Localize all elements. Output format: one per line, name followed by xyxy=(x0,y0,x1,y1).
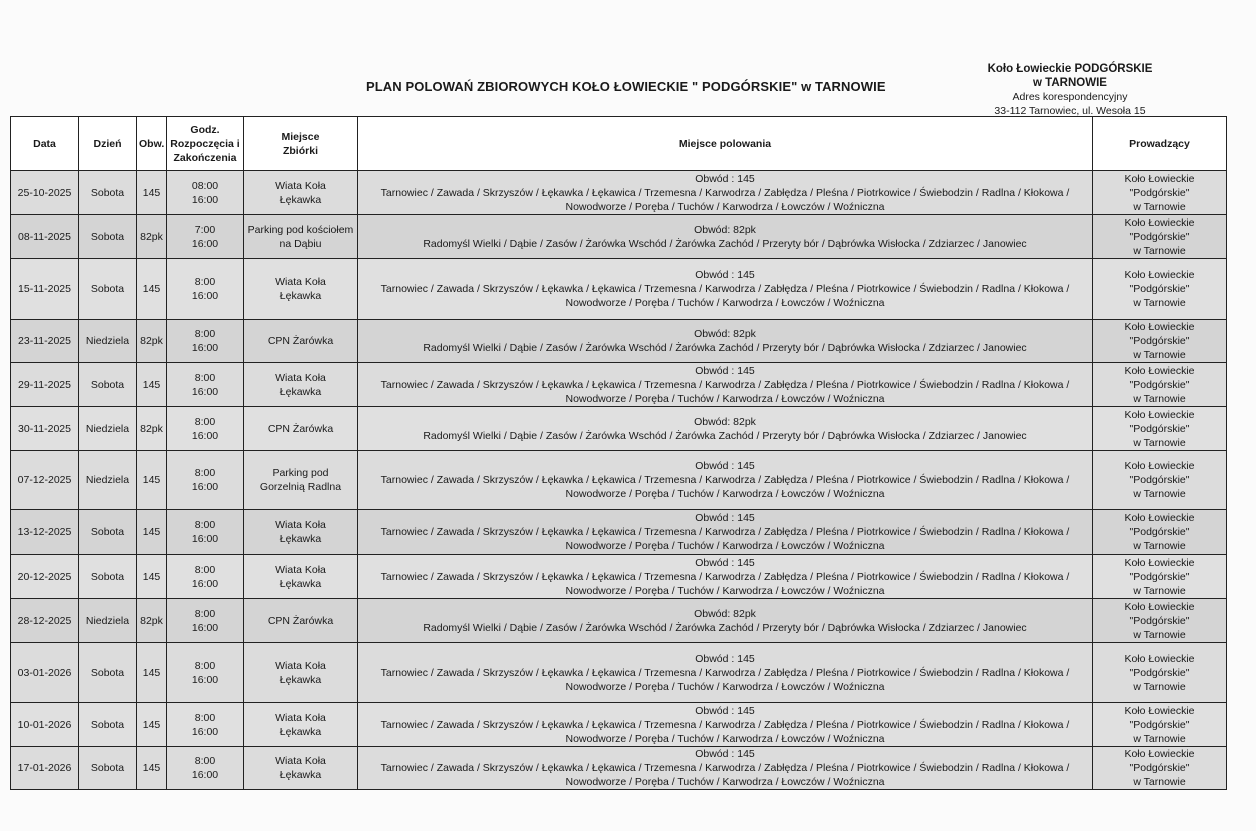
leader-line3: w Tarnowie xyxy=(1133,392,1186,405)
table-row xyxy=(11,510,1227,555)
start-time: 8:00 xyxy=(194,328,216,340)
area-line1: Radomyśl Wielki / Dąbie / Zasów / Żarówka Wschód / Żarówka Zachód / Przeryty bór / Dąbrówka Wisłocka / Zdziarzec / Janowiec xyxy=(423,429,1027,442)
cell-hunt-area xyxy=(358,215,1093,259)
meeting-place-line1: Parking pod xyxy=(272,467,329,479)
cell-district: 145 xyxy=(137,747,167,790)
leader-line3: w Tarnowie xyxy=(1133,680,1186,693)
cell-hours xyxy=(167,363,244,407)
leader-line2: "Podgórskie" xyxy=(1129,614,1190,627)
area-district-title: Obwód : 145 xyxy=(695,460,755,472)
meeting-place-line1: CPN Żarówka xyxy=(267,335,334,347)
start-time: 8:00 xyxy=(194,659,216,672)
cell-meeting-place xyxy=(244,215,358,259)
cell-hours xyxy=(167,259,244,320)
meeting-place-line1: CPN Żarówka xyxy=(267,614,334,627)
area-district-title: Obwód: 82pk xyxy=(694,223,756,236)
table-row xyxy=(11,215,1227,259)
cell-hours xyxy=(167,407,244,451)
org-address: 33-112 Tarnowiec, ul. Wesoła 15 xyxy=(994,105,1146,117)
cell-meeting-place xyxy=(244,555,358,599)
header-district: Obw. xyxy=(137,117,167,171)
leader-line1: Koło Łowieckie xyxy=(1124,652,1195,665)
meeting-place-line1: Wiata Koła xyxy=(275,563,326,576)
table-row xyxy=(11,747,1227,790)
table-row xyxy=(11,320,1227,363)
area-line2: Nowodworze / Poręba / Tuchów / Karwodrza / Łowczów / Woźniczna xyxy=(565,680,885,693)
header-meeting-place xyxy=(244,117,358,171)
header-hours-line2: Rozpoczęcia i xyxy=(170,137,240,150)
cell-day: Sobota xyxy=(79,171,137,215)
header-meeting-line1: Miejsce xyxy=(281,130,320,143)
header-day: Dzień xyxy=(79,117,137,171)
cell-hours xyxy=(167,555,244,599)
leader-line2: "Podgórskie" xyxy=(1129,762,1190,774)
start-time: 8:00 xyxy=(194,607,216,620)
leader-line2: "Podgórskie" xyxy=(1129,422,1190,435)
leader-line1: Koło Łowieckie xyxy=(1124,748,1195,760)
cell-day: Sobota xyxy=(79,643,137,703)
org-name-line2: w TARNOWIE xyxy=(1033,77,1107,89)
leader-line2: "Podgórskie" xyxy=(1129,526,1190,538)
start-time: 8:00 xyxy=(194,276,216,288)
cell-leader xyxy=(1093,363,1227,407)
end-time: 16:00 xyxy=(191,237,219,250)
start-time: 8:00 xyxy=(194,415,216,428)
leader-line3: w Tarnowie xyxy=(1133,297,1186,309)
leader-line1: Koło Łowieckie xyxy=(1124,321,1195,333)
area-line1: Radomyśl Wielki / Dąbie / Zasów / Żarówka Wschód / Żarówka Zachód / Przeryty bór / Dąbrówka Wisłocka / Zdziarzec / Janowiec xyxy=(423,621,1027,634)
cell-meeting-place xyxy=(244,171,358,215)
cell-leader xyxy=(1093,320,1227,363)
cell-district: 82pk xyxy=(137,407,167,451)
start-time: 8:00 xyxy=(194,519,216,531)
meeting-place-line2: na Dąbiu xyxy=(279,237,322,250)
end-time: 16:00 xyxy=(191,673,219,686)
area-district-title: Obwód : 145 xyxy=(695,652,755,665)
table-header-row xyxy=(11,117,1227,171)
area-district-title: Obwód : 145 xyxy=(695,364,755,377)
table-row xyxy=(11,171,1227,215)
area-line2: Nowodworze / Poręba / Tuchów / Karwodrza / Łowczów / Woźniczna xyxy=(565,297,885,309)
cell-date: 10-01-2026 xyxy=(11,703,79,747)
header-hunt-place: Miejsce polowania xyxy=(358,117,1093,171)
cell-leader xyxy=(1093,599,1227,643)
cell-day: Niedziela xyxy=(79,599,137,643)
area-district-title: Obwód : 145 xyxy=(695,269,755,281)
meeting-place-line2: Łękawka xyxy=(279,725,322,738)
start-time: 8:00 xyxy=(194,467,216,479)
leader-line3: w Tarnowie xyxy=(1133,488,1186,500)
cell-day: Niedziela xyxy=(79,320,137,363)
end-time: 16:00 xyxy=(191,577,219,590)
area-district-title: Obwód: 82pk xyxy=(694,607,756,620)
cell-leader xyxy=(1093,171,1227,215)
end-time: 16:00 xyxy=(191,385,219,398)
cell-district: 82pk xyxy=(137,215,167,259)
leader-line2: "Podgórskie" xyxy=(1129,474,1190,486)
cell-hours xyxy=(167,215,244,259)
meeting-place-line2: Łękawka xyxy=(279,385,322,398)
meeting-place-line2: Łękawka xyxy=(279,769,322,781)
cell-meeting-place xyxy=(244,599,358,643)
meeting-place-line1: Wiata Koła xyxy=(275,755,326,767)
cell-leader xyxy=(1093,747,1227,790)
meeting-place-line1: Wiata Koła xyxy=(275,659,326,672)
cell-hunt-area xyxy=(358,171,1093,215)
cell-meeting-place xyxy=(244,320,358,363)
cell-day: Sobota xyxy=(79,259,137,320)
leader-line2: "Podgórskie" xyxy=(1129,718,1190,731)
table-row xyxy=(11,363,1227,407)
leader-line1: Koło Łowieckie xyxy=(1124,460,1195,472)
end-time: 16:00 xyxy=(191,621,219,634)
start-time: 8:00 xyxy=(194,711,216,724)
cell-meeting-place xyxy=(244,510,358,555)
meeting-place-line2: Łękawka xyxy=(279,533,322,545)
cell-date: 15-11-2025 xyxy=(11,259,79,320)
area-line2: Nowodworze / Poręba / Tuchów / Karwodrza / Łowczów / Woźniczna xyxy=(565,540,885,552)
area-line2: Nowodworze / Poręba / Tuchów / Karwodrza / Łowczów / Woźniczna xyxy=(565,488,885,500)
table-body xyxy=(11,171,1227,790)
meeting-place-line2: Gorzelnią Radlna xyxy=(259,481,342,493)
start-time: 8:00 xyxy=(194,371,216,384)
cell-date: 08-11-2025 xyxy=(11,215,79,259)
area-line2: Nowodworze / Poręba / Tuchów / Karwodrza / Łowczów / Woźniczna xyxy=(565,392,885,405)
cell-meeting-place xyxy=(244,643,358,703)
cell-district: 145 xyxy=(137,259,167,320)
area-line1: Tarnowiec / Zawada / Skrzyszów / Łękawka / Łękawica / Trzemesna / Karwodrza / Zabłędza / Pleśna / Piotrkowice / Świebodzin / Radlna / Kłokowa / xyxy=(380,718,1070,731)
area-line1: Tarnowiec / Zawada / Skrzyszów / Łękawka / Łękawica / Trzemesna / Karwodrza / Zabłędza / Pleśna / Piotrkowice / Świebodzin / Radlna / Kłokowa / xyxy=(380,666,1070,679)
meeting-place-line1: Wiata Koła xyxy=(275,519,326,531)
leader-line3: w Tarnowie xyxy=(1133,776,1186,788)
cell-leader xyxy=(1093,407,1227,451)
cell-hunt-area xyxy=(358,363,1093,407)
cell-district: 145 xyxy=(137,451,167,510)
cell-day: Sobota xyxy=(79,747,137,790)
cell-meeting-place xyxy=(244,259,358,320)
leader-line2: "Podgórskie" xyxy=(1129,666,1190,679)
area-district-title: Obwód: 82pk xyxy=(694,328,756,340)
cell-day: Niedziela xyxy=(79,407,137,451)
start-time: 8:00 xyxy=(194,563,216,576)
leader-line3: w Tarnowie xyxy=(1133,244,1186,257)
area-line1: Tarnowiec / Zawada / Skrzyszów / Łękawka / Łękawica / Trzemesna / Karwodrza / Zabłędza / Pleśna / Piotrkowice / Świebodzin / Radlna / Kłokowa / xyxy=(380,526,1070,538)
leader-line1: Koło Łowieckie xyxy=(1124,364,1195,377)
area-district-title: Obwód : 145 xyxy=(695,172,755,185)
header-hours xyxy=(167,117,244,171)
cell-meeting-place xyxy=(244,703,358,747)
meeting-place-line2: Łękawka xyxy=(279,193,322,206)
cell-district: 145 xyxy=(137,703,167,747)
cell-leader xyxy=(1093,703,1227,747)
cell-leader xyxy=(1093,451,1227,510)
cell-date: 23-11-2025 xyxy=(11,320,79,363)
leader-line1: Koło Łowieckie xyxy=(1124,600,1195,613)
cell-day: Sobota xyxy=(79,363,137,407)
leader-line2: "Podgórskie" xyxy=(1129,378,1190,391)
end-time: 16:00 xyxy=(191,290,219,302)
meeting-place-line1: CPN Żarówka xyxy=(267,422,334,435)
cell-day: Sobota xyxy=(79,215,137,259)
end-time: 16:00 xyxy=(191,725,219,738)
start-time: 7:00 xyxy=(194,223,216,236)
cell-district: 82pk xyxy=(137,320,167,363)
leader-line1: Koło Łowieckie xyxy=(1124,269,1195,281)
table-row xyxy=(11,703,1227,747)
area-district-title: Obwód : 145 xyxy=(695,556,755,569)
cell-hunt-area xyxy=(358,510,1093,555)
leader-line1: Koło Łowieckie xyxy=(1124,704,1195,717)
cell-date: 17-01-2026 xyxy=(11,747,79,790)
cell-hunt-area xyxy=(358,703,1093,747)
end-time: 16:00 xyxy=(191,481,219,493)
area-line1: Tarnowiec / Zawada / Skrzyszów / Łękawka / Łękawica / Trzemesna / Karwodrza / Zabłędza / Pleśna / Piotrkowice / Świebodzin / Radlna / Kłokowa / xyxy=(380,378,1070,391)
leader-line3: w Tarnowie xyxy=(1133,540,1186,552)
meeting-place-line1: Wiata Koła xyxy=(275,371,326,384)
meeting-place-line1: Wiata Koła xyxy=(275,711,326,724)
cell-district: 82pk xyxy=(137,599,167,643)
cell-meeting-place xyxy=(244,363,358,407)
cell-leader xyxy=(1093,643,1227,703)
cell-leader xyxy=(1093,555,1227,599)
leader-line3: w Tarnowie xyxy=(1133,200,1186,213)
cell-hours xyxy=(167,599,244,643)
header-hours-line3: Zakończenia xyxy=(173,151,237,164)
start-time: 8:00 xyxy=(194,755,216,767)
table-row xyxy=(11,555,1227,599)
leader-line2: "Podgórskie" xyxy=(1129,230,1190,243)
area-line1: Radomyśl Wielki / Dąbie / Zasów / Żarówka Wschód / Żarówka Zachód / Przeryty bór / Dąbrówka Wisłocka / Zdziarzec / Janowiec xyxy=(423,342,1027,354)
area-line2: Nowodworze / Poręba / Tuchów / Karwodrza / Łowczów / Woźniczna xyxy=(565,776,885,788)
leader-line2: "Podgórskie" xyxy=(1129,335,1190,347)
end-time: 16:00 xyxy=(191,533,219,545)
cell-day: Sobota xyxy=(79,703,137,747)
cell-day: Sobota xyxy=(79,510,137,555)
leader-line3: w Tarnowie xyxy=(1133,436,1186,449)
leader-line3: w Tarnowie xyxy=(1133,732,1186,745)
cell-date: 30-11-2025 xyxy=(11,407,79,451)
cell-meeting-place xyxy=(244,451,358,510)
table-row xyxy=(11,407,1227,451)
cell-district: 145 xyxy=(137,643,167,703)
cell-day: Sobota xyxy=(79,555,137,599)
header-hours-line1: Godz. xyxy=(190,123,220,136)
cell-district: 145 xyxy=(137,171,167,215)
cell-hunt-area xyxy=(358,555,1093,599)
leader-line3: w Tarnowie xyxy=(1133,628,1186,641)
cell-hunt-area xyxy=(358,259,1093,320)
leader-line2: "Podgórskie" xyxy=(1129,283,1190,295)
cell-meeting-place xyxy=(244,747,358,790)
start-time: 08:00 xyxy=(191,179,219,192)
area-line2: Nowodworze / Poręba / Tuchów / Karwodrza / Łowczów / Woźniczna xyxy=(565,732,885,745)
meeting-place-line1: Wiata Koła xyxy=(275,179,326,192)
cell-hours xyxy=(167,510,244,555)
cell-date: 13-12-2025 xyxy=(11,510,79,555)
area-line2: Nowodworze / Poręba / Tuchów / Karwodrza / Łowczów / Woźniczna xyxy=(565,200,885,213)
cell-hours xyxy=(167,703,244,747)
cell-hunt-area xyxy=(358,451,1093,510)
cell-hunt-area xyxy=(358,320,1093,363)
end-time: 16:00 xyxy=(191,769,219,781)
end-time: 16:00 xyxy=(191,429,219,442)
cell-hunt-area xyxy=(358,747,1093,790)
header-meeting-line2: Zbiórki xyxy=(282,144,318,157)
leader-line1: Koło Łowieckie xyxy=(1124,216,1195,229)
cell-hours xyxy=(167,451,244,510)
leader-line2: "Podgórskie" xyxy=(1129,570,1190,583)
cell-date: 03-01-2026 xyxy=(11,643,79,703)
meeting-place-line1: Parking pod kościołem xyxy=(247,223,354,236)
cell-date: 20-12-2025 xyxy=(11,555,79,599)
leader-line1: Koło Łowieckie xyxy=(1124,408,1195,421)
table-row xyxy=(11,451,1227,510)
header-date: Data xyxy=(11,117,79,171)
leader-line3: w Tarnowie xyxy=(1133,584,1186,597)
cell-hunt-area xyxy=(358,599,1093,643)
cell-meeting-place xyxy=(244,407,358,451)
leader-line1: Koło Łowieckie xyxy=(1124,556,1195,569)
hunting-plan-table xyxy=(10,116,1227,790)
cell-date: 07-12-2025 xyxy=(11,451,79,510)
area-district-title: Obwód: 82pk xyxy=(694,415,756,428)
org-address-label: Adres korespondencyjny xyxy=(1012,91,1128,103)
cell-leader xyxy=(1093,215,1227,259)
end-time: 16:00 xyxy=(191,193,219,206)
cell-hours xyxy=(167,747,244,790)
area-line1: Tarnowiec / Zawada / Skrzyszów / Łękawka / Łękawica / Trzemesna / Karwodrza / Zabłędza / Pleśna / Piotrkowice / Świebodzin / Radlna / Kłokowa / xyxy=(380,186,1070,199)
leader-line2: "Podgórskie" xyxy=(1129,186,1190,199)
leader-line1: Koło Łowieckie xyxy=(1124,512,1195,524)
cell-district: 145 xyxy=(137,510,167,555)
area-line1: Tarnowiec / Zawada / Skrzyszów / Łękawka / Łękawica / Trzemesna / Karwodrza / Zabłędza / Pleśna / Piotrkowice / Świebodzin / Radlna / Kłokowa / xyxy=(380,762,1070,774)
area-line1: Tarnowiec / Zawada / Skrzyszów / Łękawka / Łękawica / Trzemesna / Karwodrza / Zabłędza / Pleśna / Piotrkowice / Świebodzin / Radlna / Kłokowa / xyxy=(380,570,1070,583)
cell-date: 29-11-2025 xyxy=(11,363,79,407)
org-name-line1: Koło Łowieckie PODGÓRSKIE xyxy=(987,63,1153,75)
area-district-title: Obwód : 145 xyxy=(695,748,755,760)
document-title: PLAN POLOWAŃ ZBIOROWYCH KOŁO ŁOWIECKIE " PODGÓRSKIE" w TARNOWIE xyxy=(366,79,886,94)
cell-day: Niedziela xyxy=(79,451,137,510)
organization-header xyxy=(960,62,1180,118)
meeting-place-line2: Łękawka xyxy=(279,577,322,590)
meeting-place-line2: Łękawka xyxy=(279,290,322,302)
cell-district: 145 xyxy=(137,555,167,599)
area-line2: Nowodworze / Poręba / Tuchów / Karwodrza / Łowczów / Woźniczna xyxy=(565,584,885,597)
cell-leader xyxy=(1093,259,1227,320)
table-row xyxy=(11,643,1227,703)
cell-district: 145 xyxy=(137,363,167,407)
leader-line1: Koło Łowieckie xyxy=(1124,172,1195,185)
cell-leader xyxy=(1093,510,1227,555)
leader-line3: w Tarnowie xyxy=(1133,349,1186,361)
area-district-title: Obwód : 145 xyxy=(695,704,755,717)
area-district-title: Obwód : 145 xyxy=(695,512,755,524)
meeting-place-line1: Wiata Koła xyxy=(275,276,326,288)
header-leader: Prowadzący xyxy=(1093,117,1227,171)
end-time: 16:00 xyxy=(191,342,219,354)
cell-hours xyxy=(167,171,244,215)
area-line1: Tarnowiec / Zawada / Skrzyszów / Łękawka / Łękawica / Trzemesna / Karwodrza / Zabłędza / Pleśna / Piotrkowice / Świebodzin / Radlna / Kłokowa / xyxy=(380,283,1070,295)
cell-date: 25-10-2025 xyxy=(11,171,79,215)
cell-hunt-area xyxy=(358,407,1093,451)
table-row xyxy=(11,259,1227,320)
meeting-place-line2: Łękawka xyxy=(279,673,322,686)
cell-hours xyxy=(167,643,244,703)
cell-hunt-area xyxy=(358,643,1093,703)
area-line1: Tarnowiec / Zawada / Skrzyszów / Łękawka / Łękawica / Trzemesna / Karwodrza / Zabłędza / Pleśna / Piotrkowice / Świebodzin / Radlna / Kłokowa / xyxy=(380,474,1070,486)
area-line1: Radomyśl Wielki / Dąbie / Zasów / Żarówka Wschód / Żarówka Zachód / Przeryty bór / Dąbrówka Wisłocka / Zdziarzec / Janowiec xyxy=(423,237,1027,250)
cell-date: 28-12-2025 xyxy=(11,599,79,643)
cell-hours xyxy=(167,320,244,363)
table-row xyxy=(11,599,1227,643)
